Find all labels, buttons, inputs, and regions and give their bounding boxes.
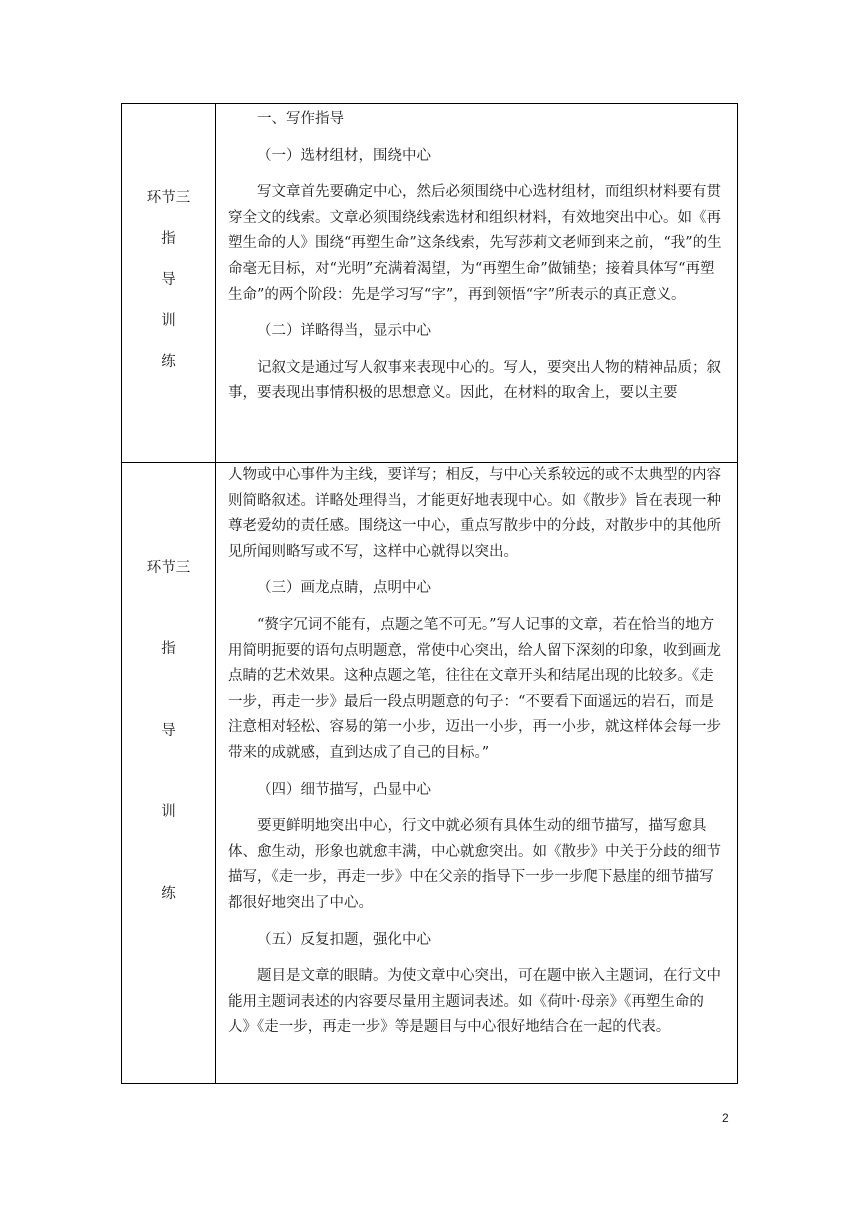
page-number: 2 (722, 1111, 729, 1125)
label-char: 练 (161, 354, 176, 370)
content-cell (216, 463, 737, 1083)
paragraph: 记叙文是通过写人叙事来表现中心的。写人，要突出人物的精神品质；叙事，要表现出事情积极的思想意义。因此，在材料的取舍上，要以主要 (228, 359, 721, 402)
subheading: （四）细节描写，凸显中心 (257, 781, 431, 798)
lesson-table (121, 103, 738, 1084)
label-char: 练 (161, 886, 176, 902)
section-title: 一、写作指导 (257, 111, 344, 127)
paragraph: “赘字冗词不能有，点题之笔不可无。”写人记事的文章，若在恰当的地方用简明扼要的语句点明题意，常使中心突出，给人留下深刻的印象，收到画龙点睛的艺术效果。这种点题之笔，往往在文章开头和结尾出现的比较多。《走一步，再走一步》最后一段点明题意的句子：“不要看下面遥远的岩石，而是注意相对轻松、容易的第一小步，迈出一小步，再一小步，就这样体会每一步带来的成就感，直到达成了自己的目标。” (228, 616, 721, 761)
label-char: 导 (161, 272, 176, 288)
label-char: 指 (161, 641, 176, 657)
table-row (122, 104, 737, 462)
left-label-cell (122, 463, 216, 1083)
paragraph: 题目是文章的眼睛。为使文章中心突出，可在题中嵌入主题词，在行文中能用主题词表述的内容要尽量用主题词表述。如《荷叶·母亲》《再塑生命的人》《走一步，再走一步》等是题目与中心很好地结合在一起的代表。 (228, 968, 721, 1036)
label-char: 导 (161, 723, 176, 739)
section-label: 环节三 (146, 560, 191, 576)
paragraph: 要更鲜明地突出中心，行文中就必须有具体生动的细节描写，描写愈具体、愈生动，形象也就愈丰满，中心就愈突出。如《散步》中关于分歧的细节描写，《走一步，再走一步》中在父亲的指导下一步一步爬下悬崖的细节描写都很好地突出了中心。 (228, 818, 721, 911)
subheading: （三）画龙点睛，点明中心 (257, 580, 431, 597)
label-char: 指 (161, 231, 176, 247)
subheading: （一）选材组材，围绕中心 (257, 147, 431, 164)
paragraph: 写文章首先要确定中心，然后必须围绕中心选材组材，而组织材料要有贯穿全文的线索。文章必须围绕线索选材和组织材料，有效地突出中心。如《再塑生命的人》围绕“再塑生命”这条线索，先写莎莉文老师到来之前，“我”的生命毫无目标，对“光明”充满着渴望，为“再塑生命”做铺垫；接着具体写“再塑生命”的两个阶段：先是学习写“字”，再到领悟“字”所表示的真正意义。 (228, 184, 722, 303)
table-row (122, 462, 737, 1083)
section-label: 环节三 (146, 190, 191, 206)
content-cell (216, 104, 737, 462)
subheading: （五）反复扣题，强化中心 (257, 931, 431, 948)
label-char: 训 (161, 804, 176, 820)
label-char: 训 (161, 313, 176, 329)
subheading: （二）详略得当，显示中心 (257, 323, 431, 340)
paragraph: 人物或中心事件为主线，要详写；相反，与中心关系较远的或不太典型的内容则简略叙述。详略处理得当，才能更好地表现中心。如《散步》旨在表现一种尊老爱幼的责任感。围绕这一中心，重点写散步中的分歧，对散步中的其他所见所闻则略写或不写，这样中心就得以突出。 (228, 467, 721, 560)
left-label-cell (122, 104, 216, 462)
